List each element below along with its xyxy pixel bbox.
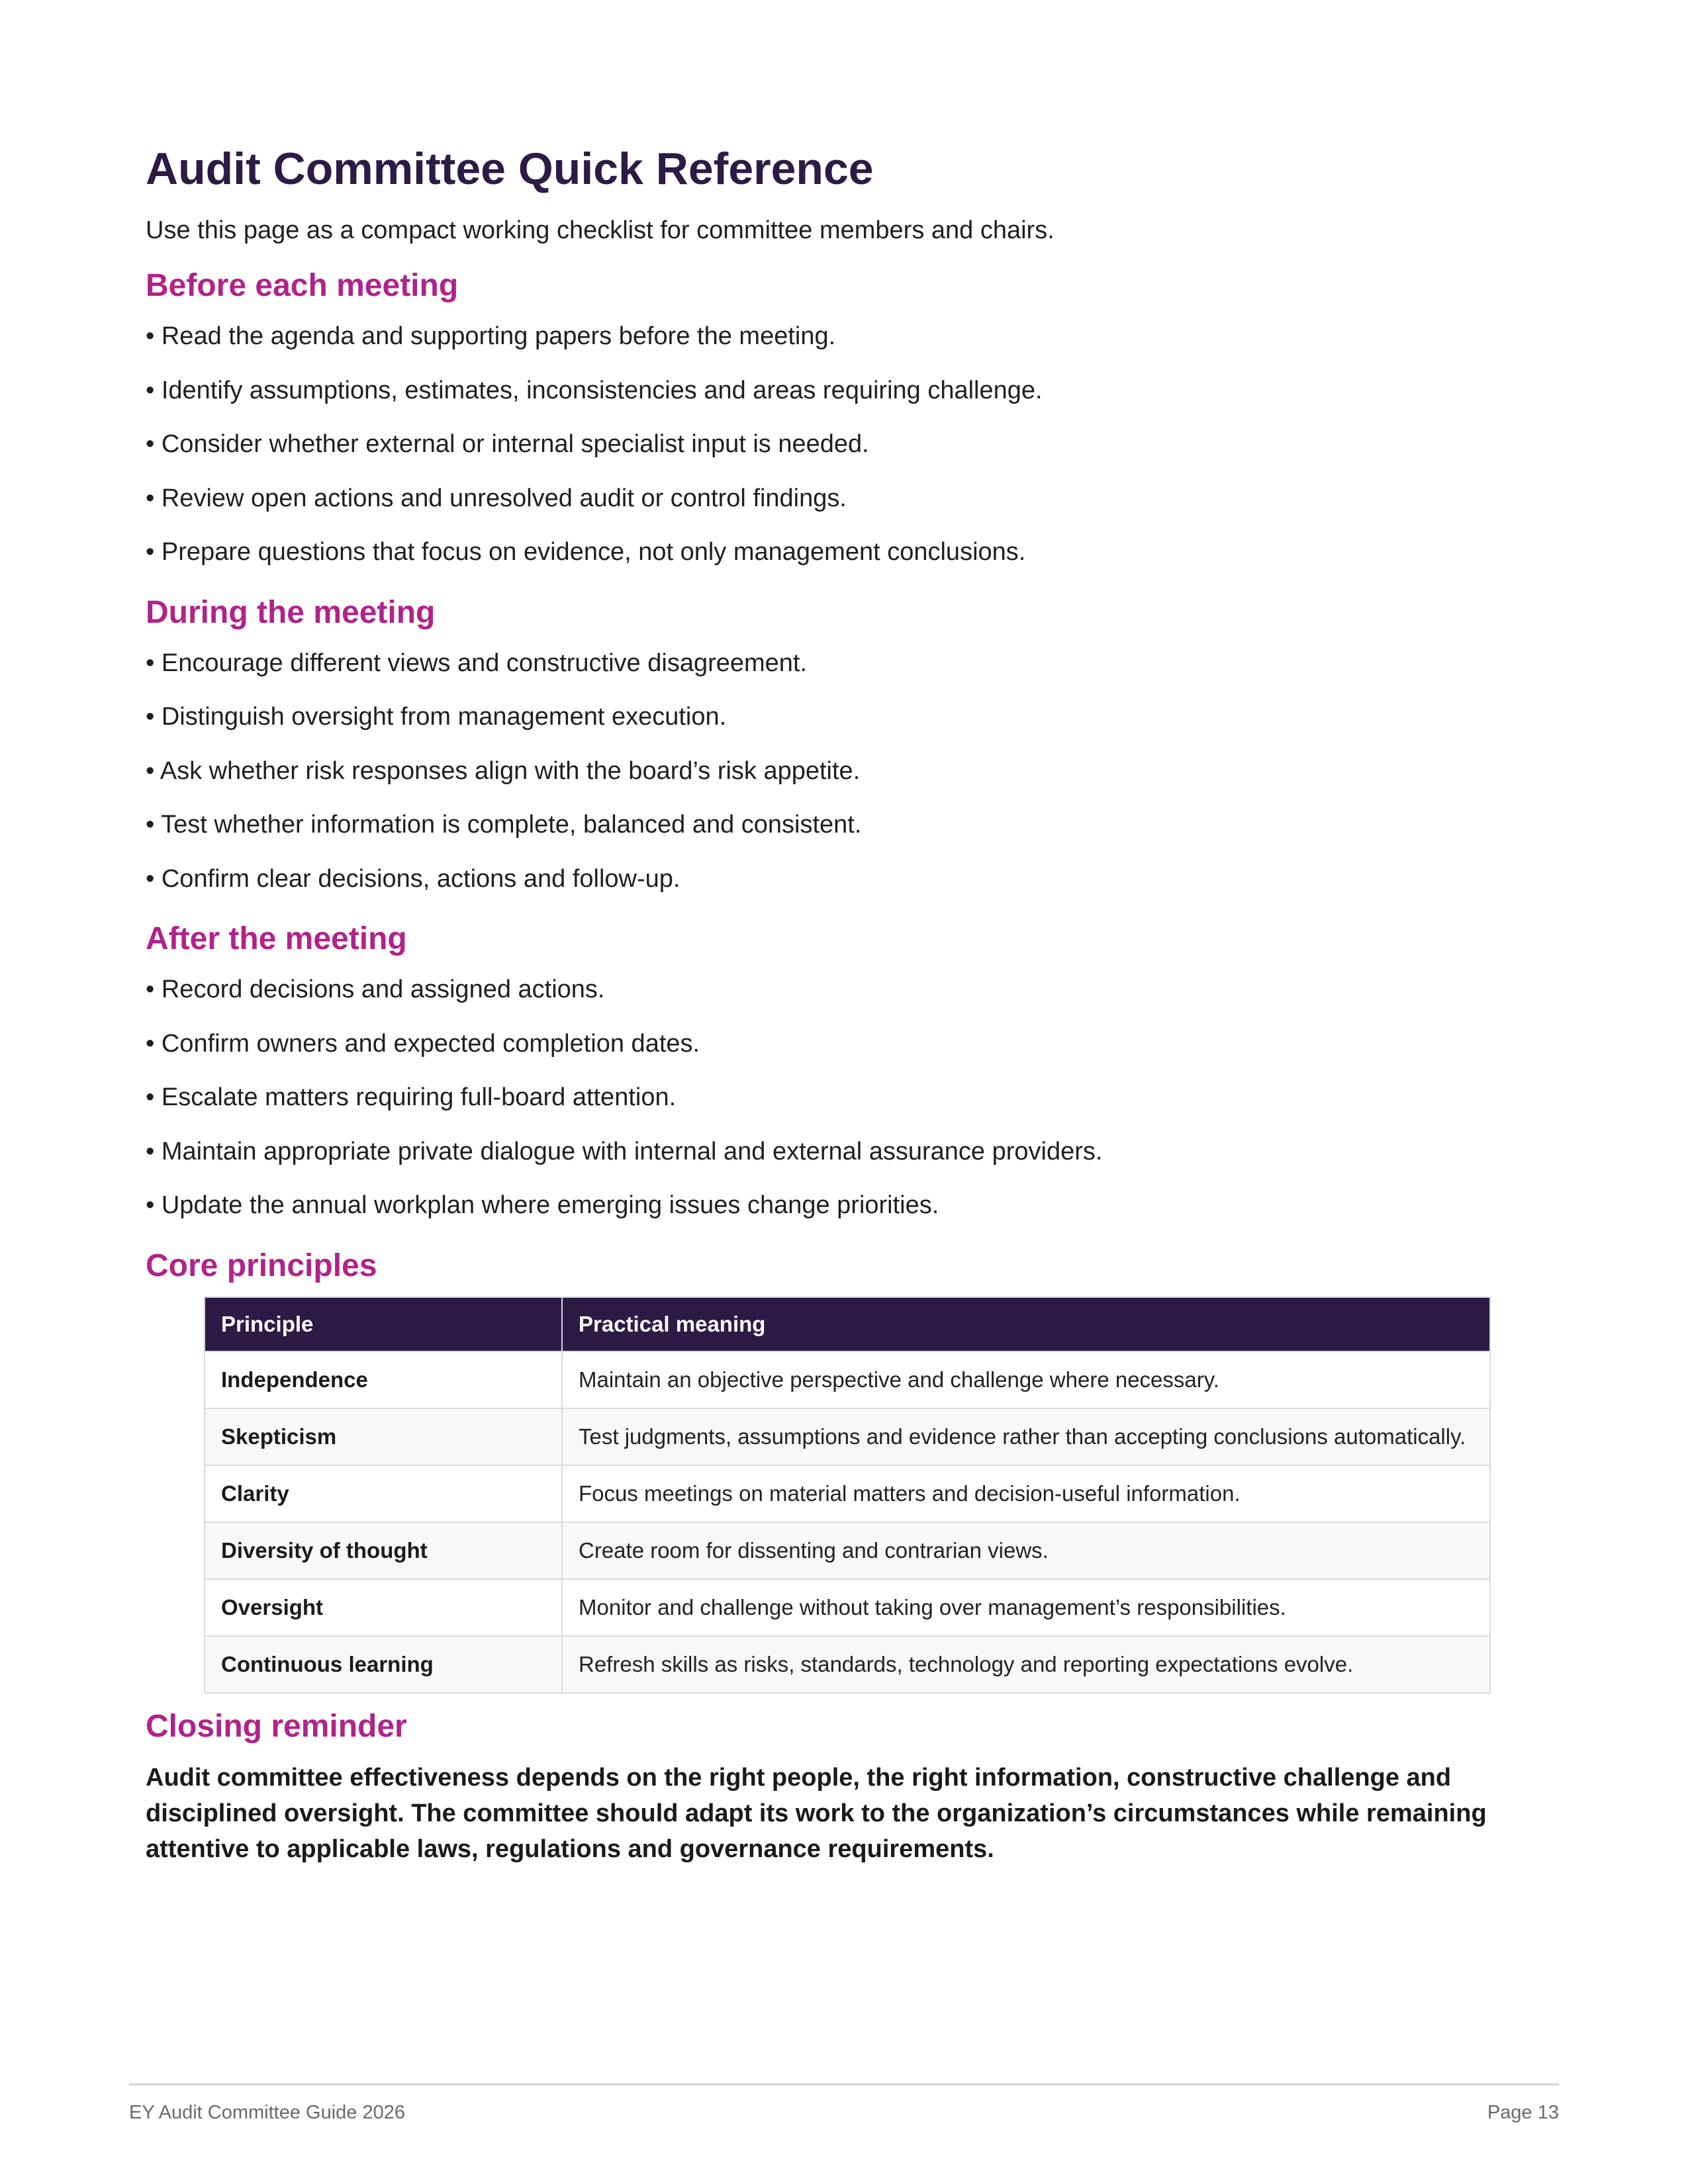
section-heading-principles: Core principles [146, 1248, 377, 1283]
meaning-cell: Focus meetings on material matters and decision-useful information. [562, 1465, 1490, 1522]
principle-cell: Independence [205, 1351, 562, 1408]
table-row [205, 1351, 1490, 1408]
section-heading-before: Before each meeting [146, 268, 459, 303]
checklist-after [146, 963, 1489, 1233]
list-item: • Update the annual workplan where emerging issues change priorities. [146, 1191, 939, 1219]
checklist-before [146, 310, 1489, 580]
principles-table-wrapper [204, 1297, 1491, 1694]
meaning-cell: Monitor and challenge without taking over management’s responsibilities. [562, 1579, 1490, 1636]
list-item: • Consider whether external or internal specialist input is needed. [146, 430, 869, 458]
column-header-meaning: Practical meaning [562, 1297, 1490, 1351]
table-row [205, 1522, 1490, 1579]
list-item: • Read the agenda and supporting papers before the meeting. [146, 322, 836, 350]
list-item: • Distinguish oversight from management execution. [146, 703, 727, 731]
page-title: Audit Committee Quick Reference [146, 144, 874, 194]
meaning-cell: Test judgments, assumptions and evidence rather than accepting conclusions automatically. [562, 1408, 1490, 1465]
section-heading-during: During the meeting [146, 594, 436, 630]
list-item: • Prepare questions that focus on evidence, not only management conclusions. [146, 538, 1026, 566]
section-heading-after: After the meeting [146, 921, 407, 956]
principle-cell: Skepticism [205, 1408, 562, 1465]
principle-cell: Oversight [205, 1579, 562, 1636]
list-item: • Confirm clear decisions, actions and follow-up. [146, 864, 680, 893]
list-item: • Ask whether risk responses align with the board’s risk appetite. [146, 756, 861, 785]
list-item: • Escalate matters requiring full-board attention. [146, 1083, 677, 1111]
table-row [205, 1465, 1490, 1522]
principle-cell: Clarity [205, 1465, 562, 1522]
intro-text: Use this page as a compact working checklist for committee members and chairs. [146, 216, 1055, 244]
footer-document-title: EY Audit Committee Guide 2026 [129, 2102, 405, 2123]
closing-reminder-text: Audit committee effectiveness depends on the right people, the right information, constructive challenge and disciplined oversight. The committee should adapt its work to the organization’s circumstances while remaining attentive to applicable laws, regulations and governance requirements. [146, 1763, 1487, 1863]
principle-cell: Diversity of thought [205, 1522, 562, 1579]
meaning-cell: Create room for dissenting and contrarian views. [562, 1522, 1490, 1579]
table-row [205, 1408, 1490, 1465]
list-item: • Record decisions and assigned actions. [146, 976, 605, 1003]
meaning-cell: Refresh skills as risks, standards, technology and reporting expectations evolve. [562, 1636, 1490, 1693]
list-item: • Review open actions and unresolved audit or control findings. [146, 484, 847, 512]
footer-divider [129, 2083, 1559, 2085]
list-item: • Confirm owners and expected completion dates. [146, 1029, 700, 1058]
checklist-during [146, 637, 1489, 907]
principles-table [204, 1297, 1491, 1694]
footer-page-number: Page 13 [1487, 2102, 1559, 2123]
list-item: • Maintain appropriate private dialogue with internal and external assurance providers. [146, 1137, 1103, 1165]
table-row [205, 1636, 1490, 1693]
table-row [205, 1579, 1490, 1636]
column-header-principle: Principle [205, 1297, 562, 1351]
list-item: • Test whether information is complete, balanced and consistent. [146, 811, 862, 839]
document-page [146, 139, 1489, 1867]
meaning-cell: Maintain an objective perspective and challenge where necessary. [562, 1351, 1490, 1408]
list-item: • Identify assumptions, estimates, inconsistencies and areas requiring challenge. [146, 376, 1043, 404]
principle-cell: Continuous learning [205, 1636, 562, 1693]
section-heading-closing: Closing reminder [146, 1708, 407, 1744]
table-header-row [205, 1297, 1490, 1351]
list-item: • Encourage different views and constructive disagreement. [146, 649, 808, 677]
